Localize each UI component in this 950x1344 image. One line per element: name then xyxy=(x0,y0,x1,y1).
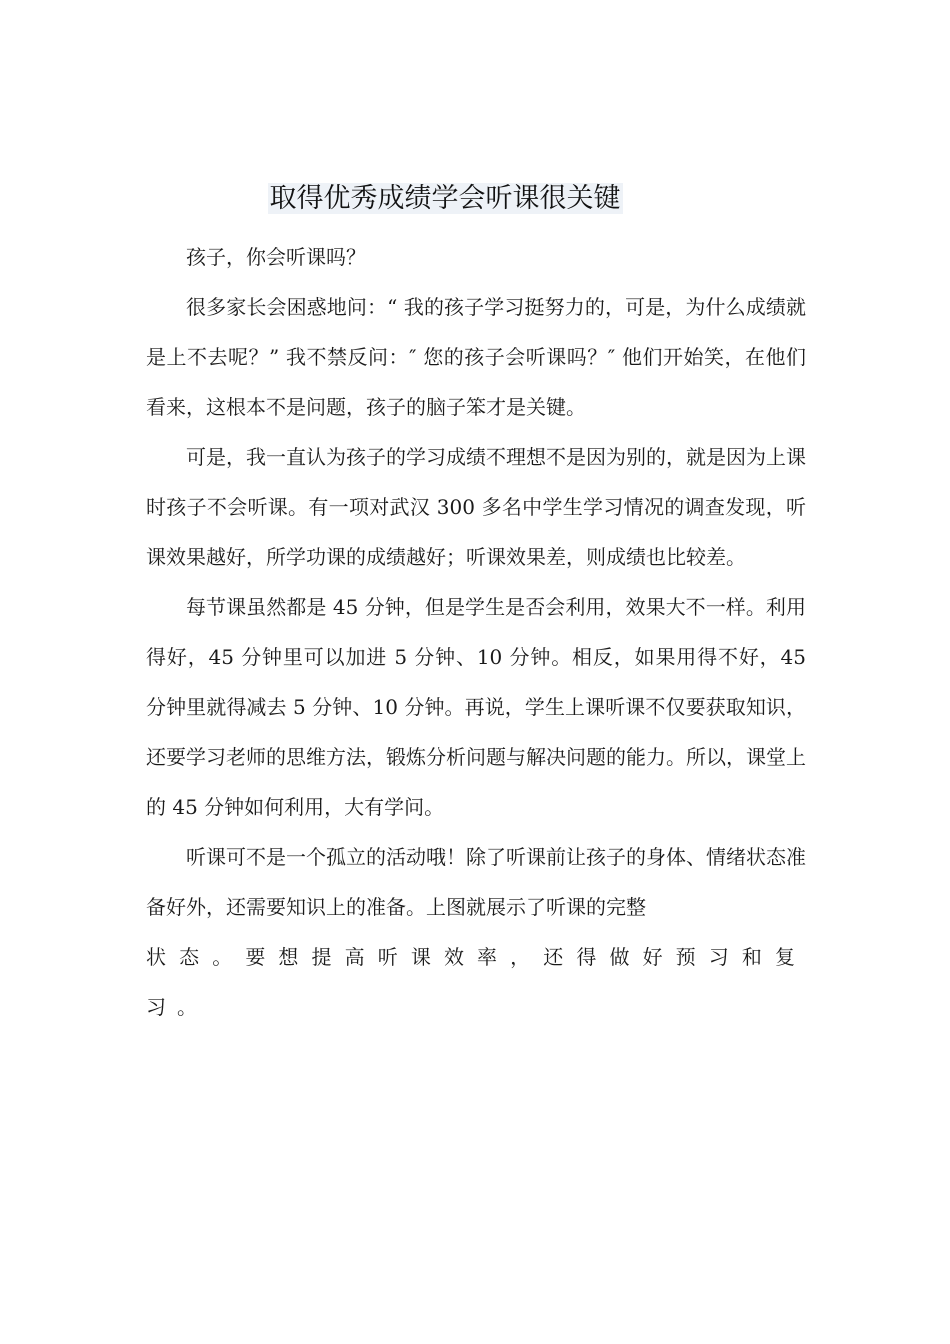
document-title-text: 取得优秀成绩学会听课很关键 xyxy=(269,183,621,214)
paragraph-question: 孩子，你会听课吗？ xyxy=(186,245,366,269)
paragraph-parents-question: 很多家长会困惑地问：“ 我的孩子学习挺努力的，可是，为什么成绩就是上不去呢？” 我不禁反问：″ 您的孩子会听课吗？″ 他们开始笑，在他们看来，这根本不是问题，孩子的脑子笨才是关键。 xyxy=(146,295,806,419)
document-title xyxy=(0,176,890,215)
paragraph-45-minutes: 每节课虽然都是 45 分钟，但是学生是否会利用，效果大不一样。利用得好，45 分钟里可以加进 5 分钟、10 分钟。相反，如果用得不好，45 分钟里就得减去 5 分钟、10 分钟。再说，学生上课听课不仅要获取知识，还要学习老师的思维方法，锻炼分析问题与解决问题的能力。所以，课堂上的 45 分钟如何利用，大有学问。 xyxy=(146,595,806,819)
paragraph-preparation-end: 状态。要想提高听课效率，还得做好预习和复习。 xyxy=(146,945,806,1019)
paragraph-survey: 可是，我一直认为孩子的学习成绩不理想不是因为别的，就是因为上课时孩子不会听课。有一项对武汉 300 多名中学生学习情况的调查发现，听课效果越好，所学功课的成绩越好；听课效果差，则成绩也比较差。 xyxy=(146,445,806,569)
paragraph-preparation: 听课可不是一个孤立的活动哦！除了听课前让孩子的身体、情绪状态准备好外，还需要知识上的准备。上图就展示了听课的完整 xyxy=(146,845,806,919)
document-body xyxy=(146,232,806,1032)
